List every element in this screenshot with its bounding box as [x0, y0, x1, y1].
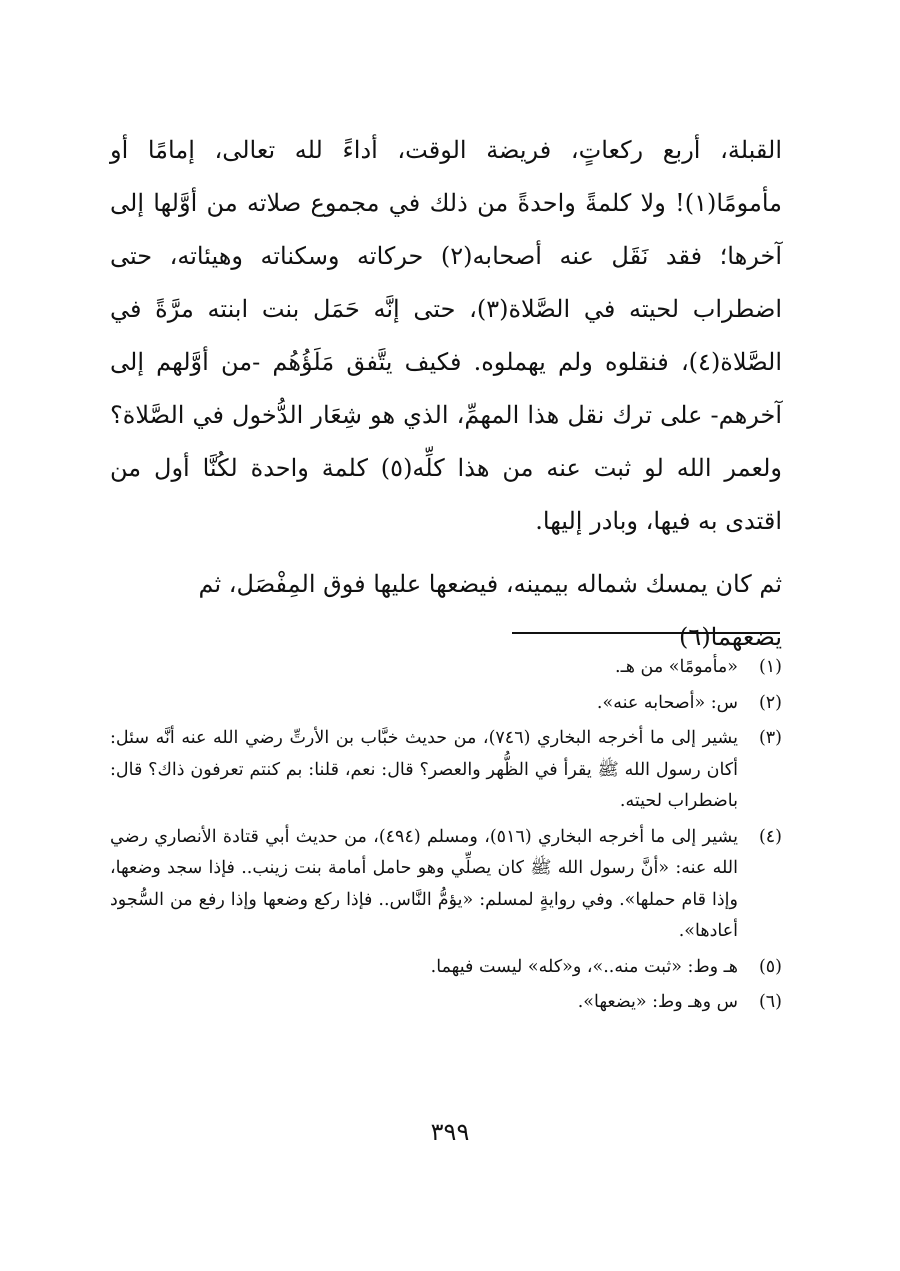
footnote-number: (١) — [758, 657, 782, 677]
main-text — [110, 124, 782, 664]
footnote-number: (٦) — [758, 992, 782, 1012]
footnote-text: س وهـ وط: «يضعها». — [577, 992, 738, 1012]
footnote-item — [110, 652, 782, 684]
footnote-item — [110, 987, 782, 1019]
footnote-divider — [512, 632, 780, 634]
footnote-text: هـ وط: «ثبت منه..»، و«كله» ليست فيهما. — [430, 956, 738, 977]
footnote-item — [110, 688, 782, 720]
footnote-item — [110, 952, 782, 984]
footnote-number: (٥) — [758, 956, 782, 977]
page-number: ٣٩٩ — [430, 1118, 470, 1146]
footnotes — [110, 652, 782, 1023]
footnote-item — [110, 822, 782, 948]
footnote-number: (٤) — [758, 826, 782, 847]
footnote-text: يشير إلى ما أخرجه البخاري (٧٤٦)، من حديث خبَّاب بن الأرتِّ رضي الله عنه أنَّه سئل: أكان رسول الله ﷺ يقرأ في الظُّهر والعصر؟ قال: نعم، قلنا: بم كنتم تعرفون ذاك؟ قال: باضطراب لحيته. — [110, 728, 738, 811]
footnote-text: «مأمومًا» من هـ. — [615, 657, 738, 677]
footnote-text: س: «أصحابه عنه». — [596, 692, 738, 713]
footnote-item — [110, 723, 782, 818]
footnote-text: يشير إلى ما أخرجه البخاري (٥١٦)، ومسلم (٤٩٤)، من حديث أبي قتادة الأنصاري رضي الله عنه: «أنَّ رسول الله ﷺ كان يصلِّي وهو حامل أمامة بنت زينب.. فإذا سجد وضعها، وإذا قام حملها». وفي روايةٍ لمسلم: «يؤمُّ النَّاس.. فإذا ركع وضعها وإذا رفع من السُّجود أعادها». — [110, 826, 738, 941]
main-paragraph-2: ثم كان يمسك شماله بيمينه، فيضعها عليها فوق المِفْصَل، ثم يضعهما(٦) — [198, 570, 782, 651]
footnote-number: (٢) — [758, 692, 782, 713]
main-paragraph-1: القبلة، أربع ركعاتٍ، فريضة الوقت، أداءً لله تعالى، إمامًا أو مأمومًا(١)! ولا كلمةً واحدةً من ذلك في مجموع صلاته من أوَّلها إلى آخرها؛ فقد نَقَل عنه أصحابه(٢) حركاته وسكناته وهيئاته، حتى اضطراب لحيته في الصَّلاة(٣)، حتى إنَّه حَمَل بنت ابنته مرَّةً في الصَّلاة(٤)، فنقلوه ولم يهملوه. فكيف يتَّفق مَلَؤُهُم -من أوَّلهم إلى آخرهم- على ترك نقل هذا المهمِّ، الذي هو شِعَار الدُّخول في الصَّلاة؟ ولعمر الله لو ثبت عنه من هذا كلِّه(٥) كلمة واحدة لكُنَّا أول من اقتدى به فيها، وبادر إليها. — [110, 136, 783, 535]
footnote-number: (٣) — [758, 728, 782, 748]
